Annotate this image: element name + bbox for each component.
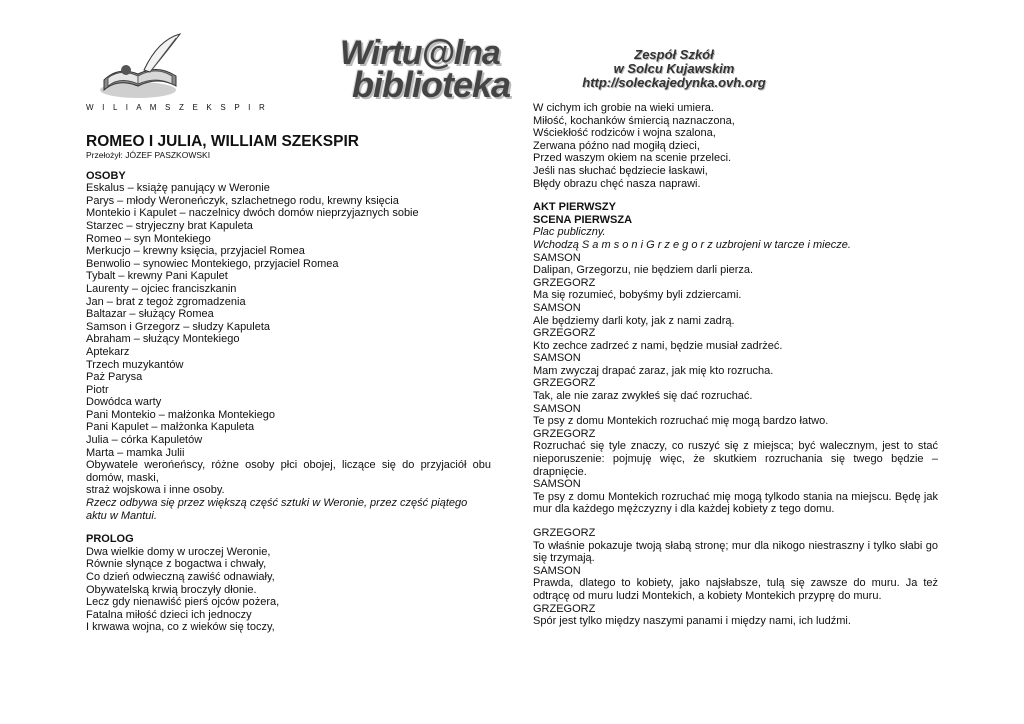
speaker-name: SAMSON — [533, 301, 581, 314]
book-quill-logo — [98, 30, 184, 102]
verse-line: Obywatelską krwią broczyły dłonie. — [86, 583, 257, 596]
person-item: Benwolio – synowiec Montekiego, przyjaciel Romea — [86, 257, 339, 270]
guard-line: straż wojskowa i inne osoby. — [86, 484, 225, 497]
person-item: Samson i Grzegorz – słudzy Kapuleta — [86, 320, 271, 333]
speech-text: Te psy z domu Montekich rozruchać mię mogą bardzo łatwo. — [533, 415, 829, 428]
translator-line: Przełożył: JÓZEF PASZKOWSKI — [86, 149, 211, 160]
speaker-name: GRZEGORZ — [533, 327, 596, 340]
verse-line: Równie słynące z bogactwa i chwały, — [86, 558, 267, 571]
verse-line: Zerwana późno nad mogiłą dzieci, — [533, 139, 700, 152]
prolog-continuation — [533, 102, 938, 190]
person-item: Jan – brat z tegoż zgromadzenia — [86, 295, 246, 308]
person-item: Baltazar – służący Romea — [86, 308, 214, 321]
verse-line: Fatalna miłość dzieci ich jednoczy — [86, 608, 252, 621]
person-item: Starzec – stryjeczny brat Kapuleta — [86, 219, 253, 232]
verse-line: Co dzień odwieczną zawiść odnawiały, — [86, 571, 275, 583]
person-item: Montekio i Kapulet – naczelnicy dwóch domów nieprzyjaznych sobie — [86, 207, 419, 220]
prolog-verses — [86, 546, 491, 634]
speech-text: Dalipan, Grzegorzu, nie będziem darli pierza. — [533, 264, 754, 277]
left-column — [86, 102, 491, 634]
prolog-heading: PROLOG — [86, 533, 134, 546]
author-spaced: W I L I A M S Z E K S P I R — [86, 103, 268, 112]
speech-text: Mam zwyczaj drapać zaraz, jak mię kto rozrucha. — [533, 364, 774, 377]
verse-line: I krwawa wojna, co z wieków się toczy, — [86, 621, 275, 634]
verse-line: Wściekłość rodziców i wojna szalona, — [533, 127, 716, 140]
speaker-name: SAMSON — [533, 402, 581, 415]
dialogue — [533, 252, 938, 628]
person-item: Pani Kapulet – małżonka Kapuleta — [86, 421, 255, 434]
person-item: Abraham – służący Montekiego — [86, 333, 240, 346]
person-item: Romeo – syn Montekiego — [86, 232, 211, 245]
speech-text: Tak, ale nie zaraz zwykłeś się dać rozruchać. — [533, 390, 753, 403]
speaker-name: GRZEGORZ — [533, 276, 596, 289]
verse-line: Dwa wielkie domy w uroczej Weronie, — [86, 545, 271, 558]
speaker-name: GRZEGORZ — [533, 527, 596, 539]
person-item: Paż Parysa — [86, 371, 143, 384]
school-location: w Solcu Kujawskim — [613, 61, 735, 76]
speaker-name: SAMSON — [533, 478, 581, 491]
school-name: Zespół Szkół — [634, 47, 714, 62]
person-item: Laurenty – ojciec franciszkanin — [86, 282, 237, 295]
speech-text: Prawda, dlatego to kobiety, jako najsłabsze, tulą się zawsze do muru. Ja też odtrącę od muru ludzi Montekich, a kobiety Montekich przyprę do muru. — [533, 577, 938, 602]
person-item: Parys – młody Weroneńczyk, szlachetnego rodu, krewny księcia — [86, 194, 399, 207]
person-item: Aptekarz — [86, 345, 130, 358]
person-item: Trzech muzykantów — [86, 358, 184, 371]
entrance-direction: Wchodzą S a m s o n i G r z e g o r z uzbrojeni w tarcze i miecze. — [533, 238, 851, 251]
place-direction: Plac publiczny. — [533, 226, 606, 239]
speaker-name: SAMSON — [533, 564, 581, 577]
speaker-name: GRZEGORZ — [533, 377, 596, 390]
speech-text: Spór jest tylko między naszymi panami i między nami, ich ludźmi. — [533, 615, 851, 628]
speech-text: Ma się rozumieć, bobyśmy byli zdziercami. — [533, 289, 742, 302]
speaker-name: GRZEGORZ — [533, 427, 596, 440]
person-item: Piotr — [86, 383, 109, 396]
act-heading: AKT PIERWSZY — [533, 201, 616, 214]
person-item: Dowódca warty — [86, 396, 162, 409]
citizens-line: Obywatele werońeńscy, różne osoby płci obojej, liczące się do przyjaciół obu domów, maski, — [86, 459, 491, 484]
school-url: http://soleckajedynka.ovh.org — [582, 75, 766, 90]
speaker-name: GRZEGORZ — [533, 602, 596, 615]
verse-line: Przed waszym okiem na scenie przeleci. — [533, 152, 732, 165]
verse-line: Lecz gdy nienawiść pierś ojców pożera, — [86, 596, 280, 609]
speech-text: Ale będziemy darli koty, jak z nami zadrą. — [533, 314, 735, 327]
osoby-heading: OSOBY — [86, 169, 126, 182]
scene-heading: SCENA PIERWSZA — [533, 213, 633, 226]
person-item: Marta – mamka Julii — [86, 446, 185, 459]
school-logo — [574, 48, 774, 98]
speech-text: Te psy z domu Montekich rozruchać mię mogą tylkodo stania na miejscu. Będę jak mur dla każdego mężczyzny i dla każdej kobiety z tego domu. — [533, 490, 938, 516]
persons-list — [86, 182, 491, 459]
logo-line-1: Wirtu@lna — [340, 34, 500, 72]
setting-note: Rzecz odbywa się przez większą część sztuki w Weronie, przez część piątego aktu w Mantui. — [86, 497, 468, 522]
page-title: ROMEO I JULIA, WILLIAM SZEKSPIR — [86, 132, 359, 150]
speech-text: Kto zechce zadrzeć z nami, będzie musiał zadrżeć. — [533, 339, 783, 352]
right-column — [533, 102, 938, 628]
verse-line: Miłość, kochanków śmiercią naznaczona, — [533, 114, 735, 127]
speaker-name: SAMSON — [533, 352, 581, 365]
book-quill-icon — [98, 30, 184, 102]
speech-text: To właśnie pokazuje twoją słabą stronę; mur dla nikogo niestraszny i tylko słabi go się trzymają. — [533, 539, 938, 565]
person-item: Eskalus – książę panujący w Weronie — [86, 182, 270, 195]
person-item: Pani Montekio – małżonka Montekiego — [86, 408, 275, 421]
speech-text: Rozruchać się tyle znaczy, co ruszyć się z miejsca; być walecznym, jest to stać nieporuszenie: pojmuję więc, że skutkiem rozruchania się twego będzie – drapnięcie. — [533, 440, 938, 478]
person-item: Tybalt – krewny Pani Kapulet — [86, 270, 228, 283]
person-item: Merkucjo – krewny księcia, przyjaciel Romea — [86, 245, 305, 258]
verse-line: W cichym ich grobie na wieki umiera. — [533, 102, 714, 114]
verse-line: Jeśli nas słuchać będziecie łaskawi, — [533, 164, 708, 177]
verse-line: Błędy obrazu chęć nasza naprawi. — [533, 177, 701, 190]
person-item: Julia – córka Kapuletów — [86, 434, 203, 447]
speaker-name: SAMSON — [533, 251, 581, 264]
logo-line-2: biblioteka — [352, 64, 511, 105]
wirtualna-biblioteka-logo — [332, 30, 514, 104]
